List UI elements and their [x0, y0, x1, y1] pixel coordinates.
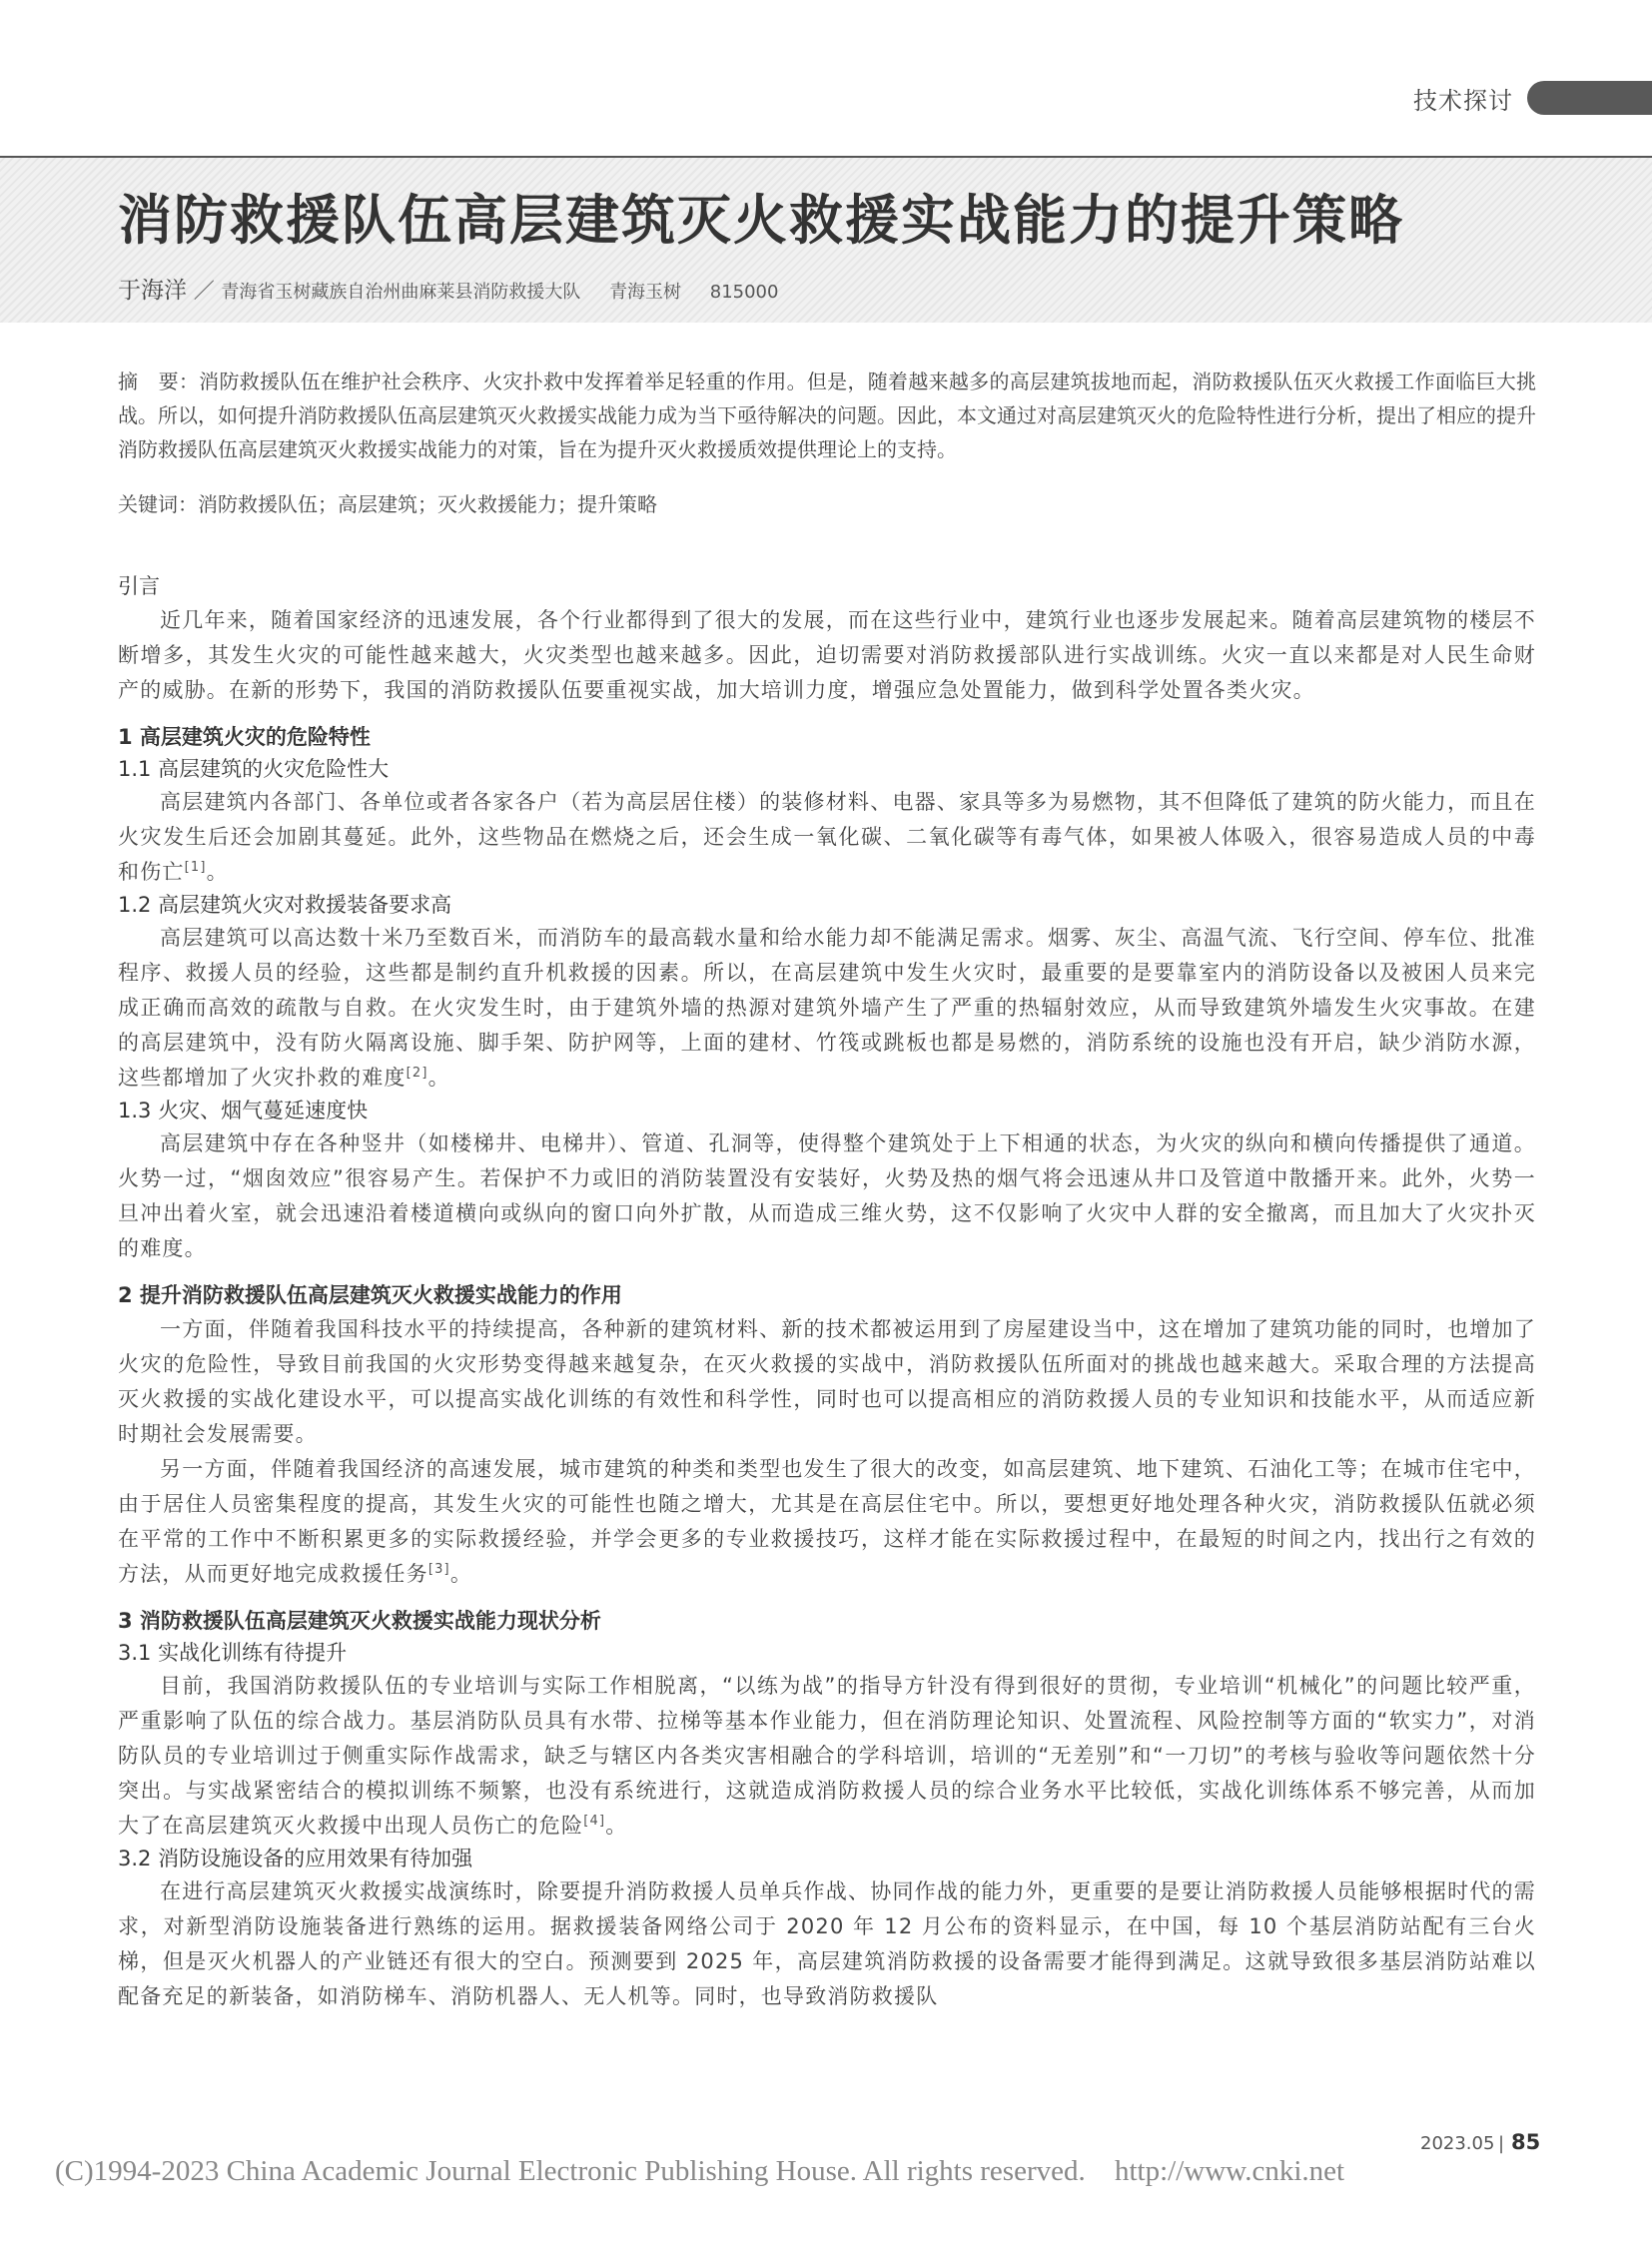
- author-affiliation: 青海省玉树藏族自治州曲麻莱县消防救援大队: [221, 282, 581, 303]
- paragraph-1-1: [118, 785, 1536, 890]
- keywords-text: 消防救援队伍；高层建筑；灭火救援能力；提升策略: [198, 492, 657, 516]
- cnki-url: http://www.cnki.net: [1114, 2155, 1345, 2187]
- heading-section-2: 2 提升消防救援队伍高层建筑灭火救援实战能力的作用: [118, 1283, 622, 1307]
- keywords-label: 关键词：: [118, 492, 198, 516]
- copyright-watermark: [55, 2155, 1344, 2188]
- paragraph-1-1-text: 高层建筑内各部门、各单位或者各家各户（若为高层居住楼）的装修材料、电器、家具等多为易燃物，其不但降低了建筑的防火能力，而且在火灾发生后还会加剧其蔓延。此外，这些物品在燃烧之后，还会生成一氧化碳、二氧化碳等有毒气体，如果被人体吸入，很容易造成人员的中毒和伤亡: [118, 790, 1536, 884]
- heading-section-3: 3 消防救援队伍高层建筑灭火救援实战能力现状分析: [118, 1609, 601, 1633]
- citation-2: [2]: [406, 1066, 428, 1081]
- paragraph-1-1-end: 。: [206, 860, 229, 884]
- issue-date: 2023.05: [1420, 2133, 1495, 2154]
- citation-4: [4]: [583, 1814, 606, 1829]
- article-title: 消防救援队伍高层建筑灭火救援实战能力的提升策略: [118, 189, 1404, 252]
- byline: [118, 272, 778, 305]
- heading-section-1-1: 1.1 高层建筑的火灾危险性大: [118, 757, 390, 781]
- paragraph-3-1: [118, 1669, 1536, 1844]
- section-label: 技术探讨: [1413, 86, 1513, 115]
- heading-section-1: 1 高层建筑火灾的危险特性: [118, 725, 371, 749]
- keywords: [118, 487, 1536, 521]
- citation-1: [1]: [184, 860, 207, 875]
- copyright-text: (C)1994-2023 China Academic Journal Electronic Publishing House. All rights reserved.: [55, 2155, 1086, 2187]
- section-tag: [1413, 78, 1652, 118]
- heading-section-1-3: 1.3 火灾、烟气蔓延速度快: [118, 1099, 369, 1122]
- citation-3: [3]: [427, 1562, 450, 1577]
- heading-section-1-2: 1.2 高层建筑火灾对救援装备要求高: [118, 893, 452, 917]
- paragraph-intro: 近几年来，随着国家经济的迅速发展，各个行业都得到了很大的发展，而在这些行业中，建筑行业也逐步发展起来。随着高层建筑物的楼层不断增多，其发生火灾的可能性越来越大，火灾类型也越来越多。因此，迫切需要对消防救援部队进行实战训练。火灾一直以来都是对人民生命财产的威胁。在新的形势下，我国的消防救援队伍要重视实战，加大培训力度，增强应急处置能力，做到科学处置各类火灾。: [118, 608, 1536, 702]
- paragraph-1-2: [118, 921, 1536, 1096]
- paragraph-3-1-end: 。: [605, 1814, 628, 1838]
- heading-section-3-2: 3.2 消防设施设备的应用效果有待加强: [118, 1847, 473, 1870]
- section-tab-bar: [1527, 81, 1652, 115]
- paragraph-3-2: 在进行高层建筑灭火救援实战演练时，除要提升消防救援人员单兵作战、协同作战的能力外，更重要的是要让消防救援人员能够根据时代的需求，对新型消防设施装备进行熟练的运用。据救援装备网络公司于 2020 年 12 月公布的资料显示，在中国，每 10 个基层消防站配有三台火梯，但是灭火机器人的产业链还有很大的空白。预测要到 2025 年，高层建筑消防救援的设备需要才能得到满足。这就导致很多基层消防站难以配备充足的新装备，如消防梯车、消防机器人、无人机等。同时，也导致消防救援队: [118, 1879, 1536, 2008]
- author-name: 于海洋: [118, 278, 187, 304]
- heading-section-3-1: 3.1 实战化训练有待提升: [118, 1641, 348, 1665]
- page-number: 85: [1511, 2130, 1541, 2154]
- paragraph-3-1-text: 目前，我国消防救援队伍的专业培训与实际工作相脱离，“以练为战”的指导方针没有得到很好的贯彻，专业培训“机械化”的问题比较严重，严重影响了队伍的综合战力。基层消防队员具有水带、拉梯等基本作业能力，但在消防理论知识、处置流程、风险控制等方面的“软实力”，对消防队员的专业培训过于侧重实际作战需求，缺乏与辖区内各类灾害相融合的学科培训，培训的“无差别”和“一刀切”的考核与验收等问题依然十分突出。与实战紧密结合的模拟训练不频繁，也没有系统进行，这就造成消防救援人员的综合业务水平比较低，实战化训练体系不够完善，从而加大了在高层建筑灭火救援中出现人员伤亡的危险: [118, 1674, 1536, 1838]
- paragraph-1-3: 高层建筑中存在各种竖井（如楼梯井、电梯井）、管道、孔洞等，使得整个建筑处于上下相通的状态，为火灾的纵向和横向传播提供了通道。火势一过，“烟囱效应”很容易产生。若保护不力或旧的消防装置没有安装好，火势及热的烟气将会迅速从井口及管道中散播开来。此外，火势一旦冲出着火室，就会迅速沿着楼道横向或纵向的窗口向外扩散，从而造成三维火势，这不仅影响了火灾中人群的安全撤离，而且加大了火灾扑灭的难度。: [118, 1131, 1536, 1260]
- paragraph-2-b-text: 另一方面，伴随着我国经济的高速发展，城市建筑的种类和类型也发生了很大的改变，如高层建筑、地下建筑、石油化工等；在城市住宅中，由于居住人员密集程度的提高，其发生火灾的可能性也随之增大，尤其是在高层住宅中。所以，要想更好地处理各种火灾，消防救援队伍就必须在平常的工作中不断积累更多的实际救援经验，并学会更多的专业救援技巧，这样才能在实际救援过程中，在最短的时间之内，找出行之有效的方法，从而更好地完成救援任务: [118, 1457, 1536, 1586]
- postal-code: 815000: [709, 282, 779, 303]
- byline-separator: ／: [193, 279, 215, 303]
- paragraph-2-b-end: 。: [449, 1562, 473, 1586]
- paragraph-1-2-text: 高层建筑可以高达数十米乃至数百米，而消防车的最高载水量和给水能力却不能满足需求。烟雾、灰尘、高温气流、飞行空间、停车位、批准程序、救援人员的经验，这些都是制约直升机救援的因素。所以，在高层建筑中发生火灾时，最重要的是要靠室内的消防设备以及被困人员来完成正确而高效的疏散与自救。在火灾发生时，由于建筑外墙的热源对建筑外墙产生了严重的热辐射效应，从而导致建筑外墙发生火灾事故。在建的高层建筑中，没有防火隔离设施、脚手架、防护网等，上面的建材、竹筏或跳板也都是易燃的，消防系统的设施也没有开启，缺少消防水源，这些都增加了火灾扑救的难度: [118, 926, 1536, 1090]
- heading-intro: 引言: [118, 574, 160, 598]
- paragraph-2-b: [118, 1452, 1536, 1592]
- abstract: [118, 365, 1536, 466]
- abstract-label: 摘 要：: [118, 370, 200, 393]
- paragraph-1-2-end: 。: [427, 1066, 450, 1090]
- article-body: [118, 569, 1536, 2014]
- paragraph-2-a: 一方面，伴随着我国科技水平的持续提高，各种新的建筑材料、新的技术都被运用到了房屋建设当中，这在增加了建筑功能的同时，也增加了火灾的危险性，导致目前我国的火灾形势变得越来越复杂，在灭火救援的实战中，消防救援队伍所面对的挑战也越来越大。采取合理的方法提高灭火救援的实战化建设水平，可以提高实战化训练的有效性和科学性，同时也可以提高相应的消防救援人员的专业知识和技能水平，从而适应新时期社会发展需要。: [118, 1317, 1536, 1446]
- abstract-text: 消防救援队伍在维护社会秩序、火灾扑救中发挥着举足轻重的作用。但是，随着越来越多的高层建筑拔地而起，消防救援队伍灭火救援工作面临巨大挑战。所以，如何提升消防救援队伍高层建筑灭火救援实战能力成为当下亟待解决的问题。因此，本文通过对高层建筑灭火的危险特性进行分析，提出了相应的提升消防救援队伍高层建筑灭火救援实战能力的对策，旨在为提升灭火救援质效提供理论上的支持。: [118, 370, 1537, 461]
- author-address: 青海玉树: [609, 282, 682, 303]
- footer-divider: |: [1498, 2133, 1505, 2154]
